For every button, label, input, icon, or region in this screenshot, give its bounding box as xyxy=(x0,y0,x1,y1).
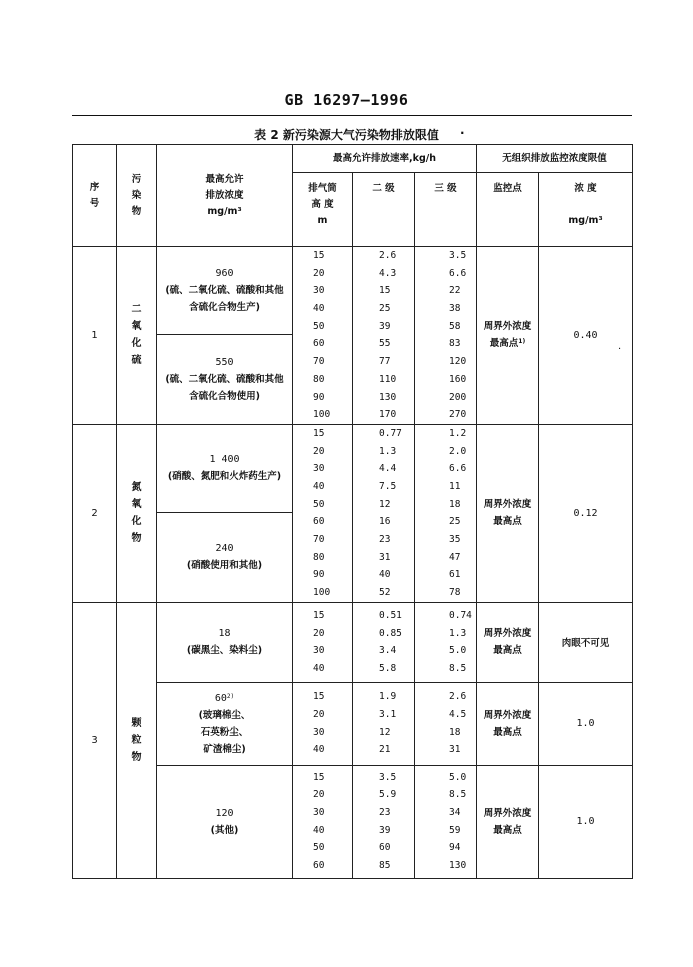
table-cell-value: 70 xyxy=(313,356,325,368)
table-cell-value: 21 xyxy=(379,744,391,756)
table-cell-value: 59 xyxy=(449,824,461,836)
table-cell-value: 170 xyxy=(379,409,397,421)
group-2-sub-2 xyxy=(157,512,293,602)
group-3-sub-1-limit: 肉眼不可见 xyxy=(539,602,633,682)
table-cell-value: 1.2 xyxy=(449,427,467,439)
table-cell-value: 58 xyxy=(449,320,461,332)
table-cell-value: 5.0 xyxy=(449,645,467,657)
table-cell-value: 3.5 xyxy=(379,771,397,783)
table-cell-value: 110 xyxy=(379,373,397,385)
table-cell-value: 31 xyxy=(379,551,391,563)
group-3-sub-3-monitor: 周界外浓度 最高点 xyxy=(477,765,539,878)
table-cell-value: 15 xyxy=(313,771,325,783)
table-cell-value: 90 xyxy=(313,391,325,403)
concentration-desc: (硫、二氧化硫、硫酸和其他 含硫化合物生产) xyxy=(165,284,284,313)
table-cell-value: 15 xyxy=(313,250,325,261)
table-cell-value: 39 xyxy=(379,824,391,836)
concentration-desc: (玻璃棉尘、 石英粉尘、 矿渣棉尘) xyxy=(198,709,251,755)
group-3-pollutant: 颗 粒 物 xyxy=(117,602,157,878)
table-cell-value: 78 xyxy=(449,587,461,599)
table-cell-value: 20 xyxy=(313,709,325,721)
table-cell-value: 0.77 xyxy=(379,427,402,439)
group-3-sub-1-heights xyxy=(293,602,353,682)
table-cell-value: 18 xyxy=(449,498,461,510)
group-3-sub-3 xyxy=(157,765,293,878)
table-cell-value: 130 xyxy=(449,860,467,872)
table-cell-value: 2.0 xyxy=(449,445,467,457)
table-cell-value: 40 xyxy=(313,824,325,836)
group-1-grade3 xyxy=(415,247,477,425)
concentration-desc: (硫、二氧化硫、硫酸和其他 含硫化合物使用) xyxy=(165,373,284,402)
group-3-sub-3-grade3 xyxy=(415,765,477,878)
group-3-sub-2-monitor: 周界外浓度 最高点 xyxy=(477,682,539,765)
header-rate-group: 最高允许排放速率,kg/h xyxy=(293,145,477,173)
group-3-sub-1 xyxy=(157,602,293,682)
table-cell-value: 16 xyxy=(379,516,391,528)
table-cell-value: 8.5 xyxy=(449,662,467,674)
group-3-sub-3-heights xyxy=(293,765,353,878)
header-pollutant: 污 染 物 xyxy=(117,145,157,247)
table-cell-value: 30 xyxy=(313,463,325,475)
table-cell-value: 4.4 xyxy=(379,463,397,475)
header-grade2: 二 级 xyxy=(353,173,415,247)
table-cell-value: 60 xyxy=(379,842,391,854)
table-cell-value: 22 xyxy=(449,285,461,297)
table-cell-value: 7.5 xyxy=(379,480,397,492)
group-3-sub-2-grade3 xyxy=(415,682,477,765)
table-cell-value: 80 xyxy=(313,373,325,385)
group-3-sub-2-limit: 1.0 xyxy=(539,682,633,765)
table-cell-value: 61 xyxy=(449,569,461,581)
concentration-value: 960 xyxy=(215,267,234,279)
table-cell-value: 38 xyxy=(449,303,461,315)
concentration-value: 60$^{2)}$ xyxy=(214,692,235,704)
concentration-value: 1 400 xyxy=(209,454,240,466)
concentration-value: 120 xyxy=(215,807,234,819)
group-3-sub-1-grade3 xyxy=(415,602,477,682)
caption-dot: · xyxy=(460,126,465,140)
caption-text: 表 2 新污染源大气污染物排放限值 xyxy=(254,128,439,142)
table-cell-value: 6.6 xyxy=(449,463,467,475)
table-cell-value: 15 xyxy=(313,609,325,621)
table-cell-value: 40 xyxy=(313,744,325,756)
table-cell-value: 5.9 xyxy=(379,789,397,801)
group-2-grade2 xyxy=(353,424,415,602)
table-cell-value: 11 xyxy=(449,480,461,492)
concentration-value: 240 xyxy=(215,543,234,555)
table-cell-value: 2.6 xyxy=(379,250,397,261)
standard-code: GB 16297—1996 xyxy=(284,91,409,109)
table-cell-value: 160 xyxy=(449,373,467,385)
group-3-sub-3-grade2 xyxy=(353,765,415,878)
group-1-sub-1 xyxy=(157,247,293,335)
table-cell-value: 55 xyxy=(379,338,391,350)
table-cell-value: 30 xyxy=(313,726,325,738)
table-cell-value: 20 xyxy=(313,267,325,279)
group-3-sub-3-limit: 1.0 xyxy=(539,765,633,878)
table-cell-value: 23 xyxy=(379,807,391,819)
table-cell-value: 85 xyxy=(379,860,391,872)
table-cell-value: 25 xyxy=(379,303,391,315)
table-cell-value: 47 xyxy=(449,551,461,563)
table-cell-value: 35 xyxy=(449,534,461,545)
group-1-grade2 xyxy=(353,247,415,425)
table-cell-value: 12 xyxy=(379,726,391,738)
table-cell-value: 25 xyxy=(449,516,461,528)
group-3-sub-2-heights xyxy=(293,682,353,765)
table-cell-value: 83 xyxy=(449,338,461,350)
table-cell-value: 200 xyxy=(449,391,467,403)
table-cell-value: 3.5 xyxy=(449,250,467,261)
table-cell-value: 30 xyxy=(313,807,325,819)
table-cell-value: 40 xyxy=(313,480,325,492)
table-caption xyxy=(0,126,693,143)
table-cell-value: 70 xyxy=(313,534,325,545)
group-2-sub-1 xyxy=(157,424,293,512)
table-cell-value: 20 xyxy=(313,627,325,639)
table-cell-value: 3.4 xyxy=(379,645,397,657)
table-cell-value: 94 xyxy=(449,842,461,854)
group-2-seq: 2 xyxy=(73,424,117,602)
table-cell-value: 34 xyxy=(449,807,461,819)
header-grade3: 三 级 xyxy=(415,173,477,247)
table-cell-value: 15 xyxy=(379,285,391,297)
table-cell-value: 77 xyxy=(379,356,391,368)
table-cell-value: 15 xyxy=(313,427,325,439)
group-2-heights xyxy=(293,424,353,602)
table-cell-value: 15 xyxy=(313,691,325,703)
table-cell-value: 18 xyxy=(449,726,461,738)
group-1-limit: 0.40 xyxy=(539,247,633,425)
table-cell-value: 52 xyxy=(379,587,391,599)
group-2-limit: 0.12 xyxy=(539,424,633,602)
table-cell-value: 130 xyxy=(379,391,397,403)
table-cell-value: 1.3 xyxy=(379,445,397,457)
table-cell-value: 5.0 xyxy=(449,771,467,783)
table-cell-value: 6.6 xyxy=(449,267,467,279)
table-cell-value: 20 xyxy=(313,445,325,457)
header-monitor-point: 监控点 xyxy=(477,173,539,247)
table-cell-value: 31 xyxy=(449,744,461,756)
concentration-desc: (碳黑尘、染料尘) xyxy=(186,645,263,657)
header-seq: 序 号 xyxy=(73,145,117,247)
group-2-grade3 xyxy=(415,424,477,602)
table-cell-value: 12 xyxy=(379,498,391,510)
group-1-pollutant: 二 氧 化 硫 xyxy=(117,247,157,425)
header-concentration: 浓 度 mg/m³ xyxy=(539,173,633,247)
table-cell-value: 50 xyxy=(313,320,325,332)
table-cell-value: 1.3 xyxy=(449,627,467,639)
footnote-mark: 2) xyxy=(226,692,235,700)
table-cell-value: 90 xyxy=(313,569,325,581)
table-cell-value: 30 xyxy=(313,285,325,297)
table-cell-value: 4.5 xyxy=(449,709,467,721)
table-cell-value: 100 xyxy=(313,587,331,599)
group-3-sub-2 xyxy=(157,682,293,765)
table-cell-value: 40 xyxy=(313,662,325,674)
emission-limits-table xyxy=(72,144,633,879)
table-cell-value: 80 xyxy=(313,551,325,563)
table-cell-value: 120 xyxy=(449,356,467,368)
table-cell-value: 50 xyxy=(313,498,325,510)
header-rule xyxy=(72,115,632,116)
group-3-seq: 3 xyxy=(73,602,117,878)
margin-dot: · xyxy=(618,344,622,355)
concentration-desc: (其他) xyxy=(210,824,239,836)
table-cell-value: 50 xyxy=(313,842,325,854)
concentration-desc: (硝酸使用和其他) xyxy=(186,560,263,572)
header-stack-height: 排气筒 高 度 m xyxy=(293,173,353,247)
table-cell-value: 0.74 xyxy=(449,609,472,621)
table-cell-value: 0.85 xyxy=(379,627,402,639)
concentration-desc: (硝酸、氮肥和火炸药生产) xyxy=(167,471,282,483)
concentration-value: 18 xyxy=(218,628,231,640)
table-cell-value: 5.8 xyxy=(379,662,397,674)
group-1-heights xyxy=(293,247,353,425)
table-cell-value: 270 xyxy=(449,409,467,421)
group-2-monitor: 周界外浓度 最高点 xyxy=(477,424,539,602)
table-cell-value: 1.9 xyxy=(379,691,397,703)
group-3-sub-1-monitor: 周界外浓度 最高点 xyxy=(477,602,539,682)
group-3-sub-1-grade2 xyxy=(353,602,415,682)
table-cell-value: 100 xyxy=(313,409,331,421)
group-1-monitor: 周界外浓度 最高点$^{1)}$ xyxy=(477,247,539,425)
group-3-sub-2-grade2 xyxy=(353,682,415,765)
group-1-sub-2 xyxy=(157,334,293,424)
table-cell-value: 3.1 xyxy=(379,709,397,721)
table-cell-value: 39 xyxy=(379,320,391,332)
table-cell-value: 40 xyxy=(379,569,391,581)
concentration-value: 550 xyxy=(215,356,234,368)
group-1-seq: 1 xyxy=(73,247,117,425)
footnote-mark: 1) xyxy=(518,338,526,346)
table-cell-value: 60 xyxy=(313,338,325,350)
header-fugitive-group: 无组织排放监控浓度限值 xyxy=(477,145,633,173)
table-cell-value: 8.5 xyxy=(449,789,467,801)
header-max-concentration: 最高允许 排放浓度 mg/m³ xyxy=(157,145,293,247)
group-2-pollutant: 氮 氧 化 物 xyxy=(117,424,157,602)
table-cell-value: 23 xyxy=(379,534,391,545)
table-cell-value: 60 xyxy=(313,516,325,528)
table-cell-value: 60 xyxy=(313,860,325,872)
table-cell-value: 2.6 xyxy=(449,691,467,703)
table-cell-value: 4.3 xyxy=(379,267,397,279)
table-cell-value: 40 xyxy=(313,303,325,315)
table-cell-value: 20 xyxy=(313,789,325,801)
table-cell-value: 30 xyxy=(313,645,325,657)
table-cell-value: 0.51 xyxy=(379,609,402,621)
